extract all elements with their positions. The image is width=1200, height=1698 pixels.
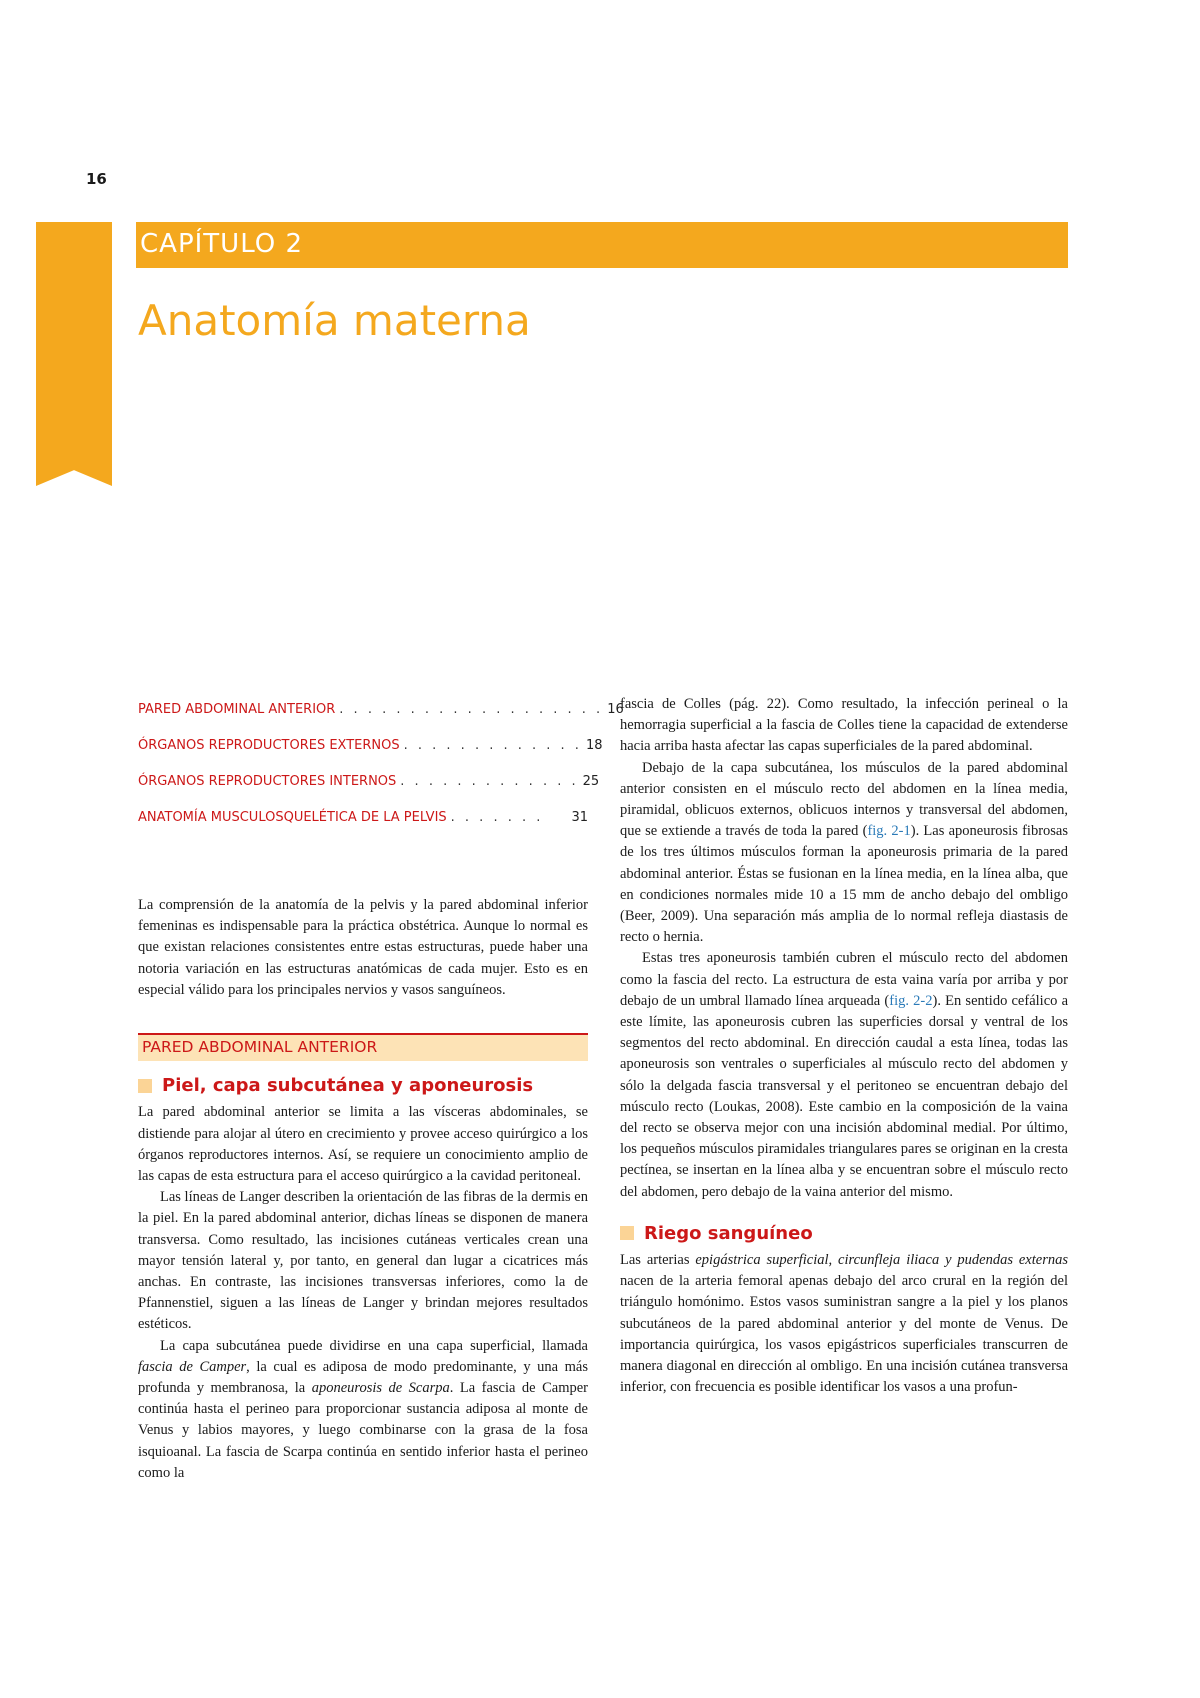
subsection-heading <box>138 1075 588 1096</box>
toc-item-page: 16 <box>607 702 624 717</box>
chapter-ribbon <box>36 222 112 486</box>
text-run: Estas tres aponeurosis también cubren el músculo recto del abdomen como la fascia del recto. La estructura de esta vaina varía por arriba y por debajo de un umbral llamado línea arqueada ( <box>620 950 1068 1009</box>
body-paragraph: Las líneas de Langer describen la orientación de las fibras de la dermis en la piel. En la pared abdominal anterior, dichas líneas se disponen de manera transversa. Como resultado, las incisiones cutáneas verticales crean una mayor tensión lateral y, por tanto, en general dan lugar a cicatrices más anchas. En contraste, las incisiones transversas inferiores, como la de Pfannenstiel, siguen a las líneas de Langer y brindan mejores resultados estéticos. <box>138 1189 588 1333</box>
body-paragraph <box>620 758 1068 949</box>
square-bullet-icon <box>620 1226 634 1240</box>
body-paragraph: fascia de Colles (pág. 22). Como resultado, la infección perineal o la hemorragia superficial a la fascia de Colles tiene la capacidad de extenderse hacia arriba hasta afectar las capas superficiales de la pared abdominal. <box>620 696 1068 755</box>
text-run: . La fascia de Camper continúa hasta el perineo para proporcionar sustancia adiposa al monte de Venus y labios mayores, y luego combinarse con la grasa de la fosa isquioanal. La fascia de Scarpa continúa en sentido inferior hasta el perineo como la <box>138 1380 588 1481</box>
figure-link[interactable]: fig. 2-1 <box>867 823 911 840</box>
italic-term: fascia de Camper <box>138 1358 247 1375</box>
body-paragraph: La pared abdominal anterior se limita a las vísceras abdominales, se distiende para alojar al útero en crecimiento y provee acceso quirúrgico a los órganos reproductores internos. Así, se requiere un conocimiento amplio de las capas de esta estructura para el acceso quirúrgico a la cavidad peritoneal. <box>138 1104 588 1185</box>
chapter-label-bar <box>136 222 1068 268</box>
subsection-heading-text: Riego sanguíneo <box>644 1222 813 1244</box>
toc-item-page: 31 <box>571 810 588 825</box>
text-run: Las arterias <box>620 1252 696 1269</box>
toc-item-label: ÓRGANOS REPRODUCTORES EXTERNOS <box>138 738 400 753</box>
text-run: nacen de la arteria femoral apenas debajo del arco crural en la región del triángulo homónimo. Estos vasos suministran sangre a la piel y los planos subcutáneos de la pared abdominal anterior y del monte de Venus. De importancia quirúrgica, los vasos epigástricos superficiales transcurren de manera diagonal en dirección al ombligo. En una incisión cutánea transversa inferior, con frecuencia es posible identificar los vasos a una profun- <box>620 1273 1068 1396</box>
toc-leader-dots: . . . . . . . . . . . . . <box>400 774 579 789</box>
subsection-heading <box>620 1223 1068 1244</box>
figure-link[interactable]: fig. 2-2 <box>889 992 933 1009</box>
section-heading: PARED ABDOMINAL ANTERIOR <box>138 1033 588 1061</box>
text-run: ). Las aponeurosis fibrosas de los tres últimos músculos forman la aponeurosis primaria de la pared abdominal anterior. Éstas se fusionan en la línea media, en la línea alba, que en condiciones normales mide 10 a 15 mm de ancho debajo del ombligo (Beer, 2009). Una separación más amplia de lo normal refleja diastasis de recto o hernia. <box>620 823 1068 946</box>
body-paragraph <box>620 948 1068 1202</box>
body-paragraph <box>620 1250 1068 1398</box>
toc-item[interactable] <box>138 702 624 738</box>
chapter-label: CAPÍTULO 2 <box>140 229 304 259</box>
text-run: La capa subcutánea puede dividirse en una capa superficial, llamada <box>160 1337 588 1354</box>
text-run: ). En sentido cefálico a este límite, las aponeurosis cubren las superficies dorsal y ventral de los segmentos del recto abdominal. En dirección caudal a esta línea, todas las aponeurosis son ventrales o superficiales al músculo recto del abdomen y sólo la delgada fascia transversal y el peritoneo se encuentran debajo del músculo recto (Loukas, 2008). Este cambio en la composición de la vaina del recto se observa mejor con una incisión abdominal medial. Por último, los pequeños músculos piramidales triangulares pares se originan en la cresta pectínea, se insertan en la línea alba y se encuentran sobre el músculo recto del abdomen, pero debajo de la vaina anterior del mismo. <box>620 992 1069 1200</box>
toc-item-page: 25 <box>582 774 600 789</box>
page-number: 16 <box>86 170 107 188</box>
chapter-title: Anatomía materna <box>138 296 531 345</box>
table-of-contents <box>138 702 624 846</box>
italic-term: epigástrica superficial, circunfleja iliaca y pudendas externas <box>695 1252 1068 1269</box>
toc-item-page: 18 <box>585 738 603 753</box>
intro-paragraph: La comprensión de la anatomía de la pelvis y la pared abdominal inferior femeninas es indispensable para la práctica obstétrica. Aunque lo normal es que existan relaciones consistentes entre estas estructuras, puede haber una notoria variación en las estructuras anatómicas de cada mujer. Esto es en especial válido para los principales nervios y vasos sanguíneos. <box>138 897 588 998</box>
italic-term: aponeurosis de Scarpa <box>311 1380 450 1397</box>
left-column <box>138 895 588 1484</box>
toc-leader-dots: . . . . . . . <box>450 810 544 825</box>
square-bullet-icon <box>138 1079 152 1093</box>
subsection-heading-text: Piel, capa subcutánea y aponeurosis <box>162 1075 534 1097</box>
text-run: Debajo de la capa subcutánea, los músculos de la pared abdominal anterior consisten en el músculo recto del abdomen en la línea media, piramidal, oblicuos externos, oblicuos internos y transversal del abdomen, que se extiende a través de toda la pared ( <box>620 759 1068 840</box>
toc-item-label: PARED ABDOMINAL ANTERIOR <box>138 702 336 717</box>
text-run: , la cual es adiposa de modo predominante, y una más profunda y membranosa, la <box>138 1358 588 1397</box>
toc-leader-dots: . . . . . . . . . . . . . . . . . . . <box>339 702 604 717</box>
toc-item-label: ÓRGANOS REPRODUCTORES INTERNOS <box>138 774 397 789</box>
right-column <box>620 694 1068 1399</box>
toc-item[interactable] <box>138 738 603 774</box>
body-paragraph <box>138 1336 588 1484</box>
toc-item[interactable] <box>138 774 600 810</box>
toc-leader-dots: . . . . . . . . . . . . . <box>403 738 582 753</box>
toc-item-label: ANATOMÍA MUSCULOSQUELÉTICA DE LA PELVIS <box>138 810 447 825</box>
toc-item[interactable] <box>138 810 588 846</box>
